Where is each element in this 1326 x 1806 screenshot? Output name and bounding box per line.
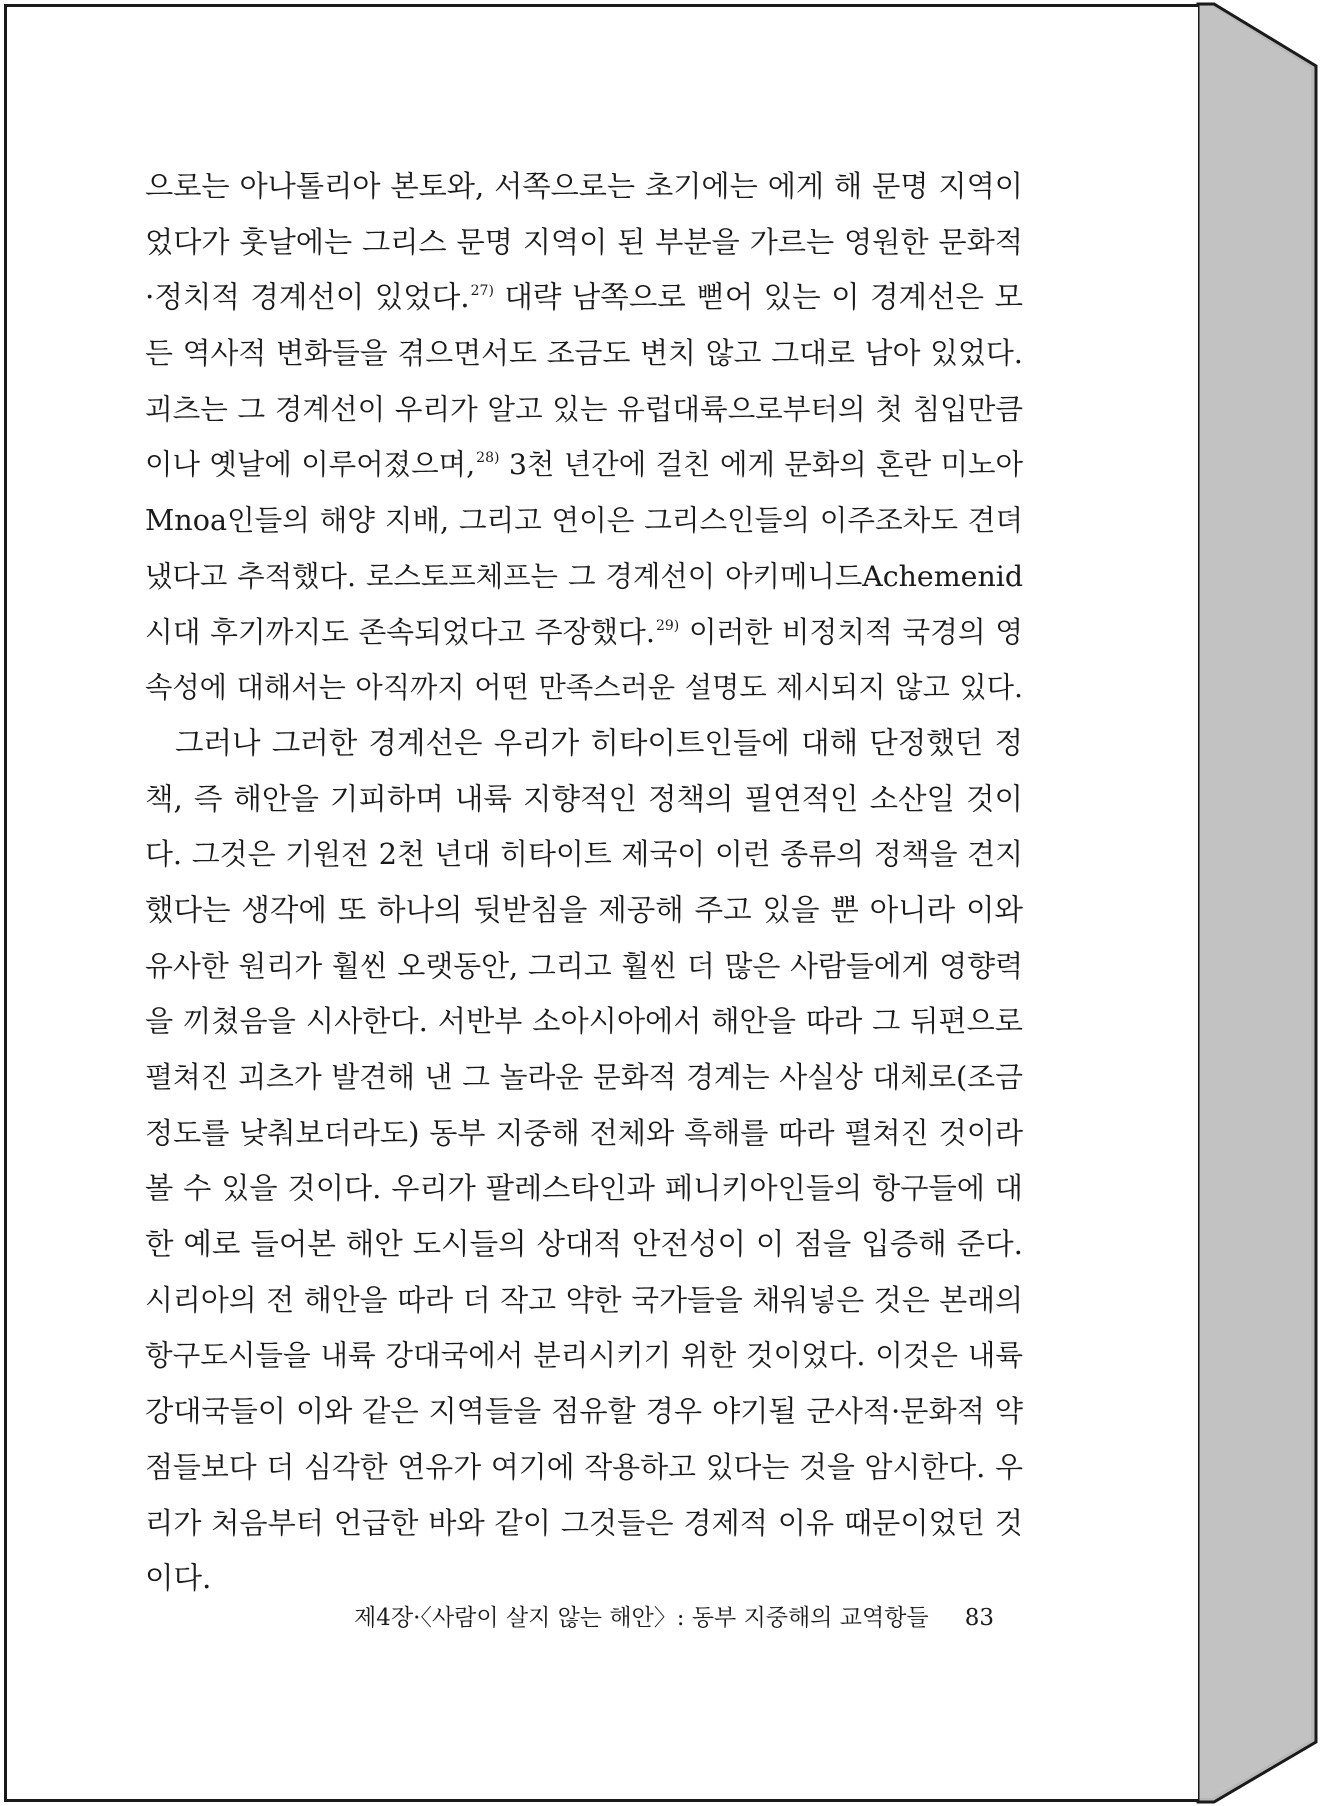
footnote-ref: 29) xyxy=(655,617,680,634)
text-line: 다. 그것은 기원전 2천 년대 히타이트 제국이 이런 종류의 정책을 견지 xyxy=(145,837,1023,872)
paragraph-start-line: 그러나 그러한 경계선은 우리가 히타이트인들에 대해 단정했던 정 xyxy=(175,725,1023,760)
text-line: 정도를 낮춰보더라도) 동부 지중해 전체와 흑해를 따라 펼쳐진 것이라 xyxy=(145,1115,1023,1150)
text-line: 강대국들이 이와 같은 지역들을 점유할 경우 야기될 군사적·문화적 약 xyxy=(145,1394,1023,1429)
text-line: 유사한 원리가 훨씬 오랫동안, 그리고 훨씬 더 많은 사람들에게 영향력 xyxy=(145,948,1023,983)
text-line: ·정치적 경계선이 있었다.$^{27)}$ 대략 남쪽으로 뻗어 있는 이 경계선은 모 xyxy=(145,280,1023,315)
text-line: 속성에 대해서는 아직까지 어떤 만족스러운 설명도 제시되지 않고 있다. xyxy=(145,671,1023,705)
text-line: Mnoa인들의 해양 지배, 그리고 연이은 그리스인들의 이주조차도 견뎌 xyxy=(145,503,1023,538)
text-line: 항구도시들을 내륙 강대국에서 분리시키기 위한 것이었다. 이것은 내륙 xyxy=(145,1338,1023,1373)
text-line: 했다는 생각에 또 하나의 뒷받침을 제공해 주고 있을 뿐 아니라 이와 xyxy=(145,892,1023,927)
page-footer xyxy=(354,1599,994,1632)
running-head: 제4장·〈사람이 살지 않는 해안〉: 동부 지중해의 교역항들 xyxy=(354,1605,929,1631)
text-line: 리가 처음부터 언급한 바와 같이 그것들은 경제적 이유 때문이었던 것 xyxy=(145,1505,1023,1540)
text-line: 으로는 아나톨리아 본토와, 서쪽으로는 초기에는 에게 해 문명 지역이 xyxy=(145,169,1023,203)
text-line: 책, 즉 해안을 기피하며 내륙 지향적인 정책의 필연적인 소산일 것이 xyxy=(145,781,1023,816)
text-line: 한 예로 들어본 해안 도시들의 상대적 안전성이 이 점을 입증해 준다. xyxy=(145,1227,1023,1262)
text-line: 냈다고 추적했다. 로스토프체프는 그 경계선이 아키메니드Achemenid xyxy=(145,559,1023,593)
footnote-ref: 28) xyxy=(476,450,500,467)
body-text xyxy=(145,159,1023,1607)
text-line: 점들보다 더 심각한 연유가 여기에 작용하고 있다는 것을 암시한다. 우 xyxy=(145,1449,1023,1484)
text-line: 펼쳐진 괴츠가 발견해 낸 그 놀라운 문화적 경계는 사실상 대체로(조금 xyxy=(145,1060,1023,1094)
text-line: 시대 후기까지도 존속되었다고 주장했다.$^{29)}$ 이러한 비정치적 국경의 영 xyxy=(145,614,1023,649)
text-line: 이다. xyxy=(145,1561,212,1596)
text-line: 시리아의 전 해안을 따라 더 작고 약한 국가들을 채워넣은 것은 본래의 xyxy=(145,1282,1023,1317)
text-line: 볼 수 있을 것이다. 우리가 팔레스타인과 페니키아인들의 항구들에 대 xyxy=(145,1171,1023,1206)
book-page xyxy=(4,4,1198,1802)
text-line: 괴츠는 그 경계선이 우리가 알고 있는 유럽대륙으로부터의 첫 침입만큼 xyxy=(145,391,1023,426)
footnote-ref: 27) xyxy=(470,283,494,300)
text-line: 이나 옛날에 이루어졌으며,$^{28)}$ 3천 년간에 걸친 에게 문화의 혼란 미노아 xyxy=(145,448,1023,482)
text-line: 을 끼쳤음을 시사한다. 서반부 소아시아에서 해안을 따라 그 뒤편으로 xyxy=(145,1004,1023,1039)
text-line: 든 역사적 변화들을 겪으면서도 조금도 변치 않고 그대로 남아 있었다. xyxy=(145,336,1023,371)
page-number: 83 xyxy=(964,1605,994,1631)
text-line: 었다가 훗날에는 그리스 문명 지역이 된 부분을 가르는 영원한 문화적 xyxy=(145,224,1023,259)
